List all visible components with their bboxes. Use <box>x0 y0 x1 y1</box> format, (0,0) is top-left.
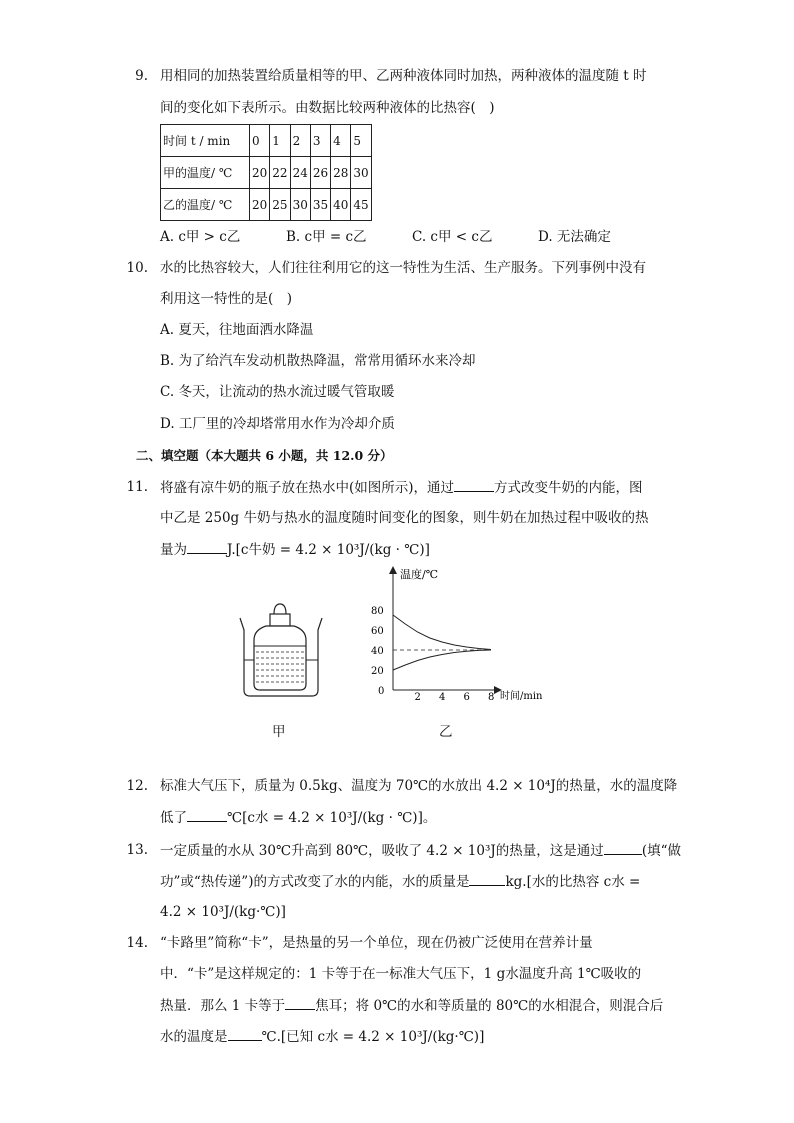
question-12-text-part: ℃[c水 = 4.2 × 10³J/(kg · ℃)]。 <box>227 810 437 826</box>
table-cell: 22 <box>270 157 290 189</box>
question-9-option-d[interactable]: D. 无法确定 <box>538 229 611 245</box>
question-11-number: 11. <box>126 479 148 495</box>
question-11-text-part: 方式改变牛奶的内能，图 <box>494 480 643 496</box>
milk-curve <box>393 650 491 670</box>
question-14-number: 14. <box>126 935 148 951</box>
question-14-text-line4 <box>160 1026 484 1047</box>
table-cell: 2 <box>290 125 310 157</box>
answer-blank[interactable] <box>228 1026 262 1041</box>
question-9-option-b[interactable]: B. c甲 = c乙 <box>286 229 367 245</box>
question-14-text-part: 水的温度是 <box>160 1029 228 1045</box>
answer-blank[interactable] <box>604 840 642 855</box>
answer-blank[interactable] <box>454 477 494 492</box>
x-tick-label: 4 <box>439 692 446 703</box>
question-10-option-d[interactable]: D. 工厂里的冷却塔常用水作为冷却介质 <box>160 416 395 432</box>
question-9-text-line2: 间的变化如下表所示。由数据比较两种液体的比热容( ) <box>160 100 495 116</box>
figure-label-left: 甲 <box>272 724 286 740</box>
table-cell: 乙的温度/ ℃ <box>161 189 250 221</box>
x-tick-label: 6 <box>463 692 470 703</box>
temperature-time-chart <box>360 562 560 707</box>
question-13-text-part: kg.[水的比热容 c水 = <box>505 874 641 890</box>
question-14-text-line3 <box>160 995 663 1016</box>
question-14-text-line2: 中．“卡”是这样规定的：1 卡等于在一标准大气压下，1 g水温度升高 1℃吸收的 <box>160 966 642 982</box>
table-cell: 30 <box>290 189 310 221</box>
question-11-text-part: 量为 <box>160 542 187 558</box>
question-10-text-line2: 利用这一特性的是( ) <box>160 291 293 307</box>
question-13-text-line1 <box>160 840 681 861</box>
table-row <box>161 157 372 189</box>
question-12-text-part: 低了 <box>160 810 187 826</box>
table-cell: 甲的温度/ ℃ <box>161 157 250 189</box>
table-header-row <box>161 125 372 157</box>
y-axis-label: 温度/℃ <box>400 568 439 581</box>
question-13-text-line2 <box>160 871 640 892</box>
table-cell: 3 <box>310 125 330 157</box>
question-10-number: 10. <box>126 260 148 276</box>
table-cell: 时间 t / min <box>161 125 250 157</box>
question-14-text-part: 热量．那么 1 卡等于 <box>160 998 286 1014</box>
table-cell: 45 <box>351 189 371 221</box>
question-10-option-c[interactable]: C. 冬天，让流动的热水流过暖气管取暖 <box>160 384 395 400</box>
table-cell: 0 <box>250 125 270 157</box>
table-cell: 24 <box>290 157 310 189</box>
section-2-title: 二、填空题（本大题共 6 小题，共 12.0 分） <box>136 448 393 463</box>
table-cell: 40 <box>331 189 351 221</box>
answer-blank[interactable] <box>187 539 227 554</box>
question-13-number: 13. <box>126 842 148 858</box>
question-11-text-part: 将盛有凉牛奶的瓶子放在热水中(如图所示)，通过 <box>160 480 455 496</box>
y-tick-label: 20 <box>371 666 384 677</box>
question-13-text-part: 一定质量的水从 30℃升高到 80℃，吸收了 4.2 × 10³J的热量，这是通过 <box>160 843 604 859</box>
bottle-cap <box>270 614 290 626</box>
question-13-text-line3: 4.2 × 10³J/(kg·℃)] <box>160 904 286 920</box>
question-9-text-line1: 用相同的加热装置给质量相等的甲、乙两种液体同时加热，两种液体的温度随 t 时 <box>160 68 647 84</box>
y-tick-label: 80 <box>371 606 384 617</box>
answer-blank[interactable] <box>285 995 315 1010</box>
y-tick-label: 40 <box>371 646 384 657</box>
question-11-text-line2: 中乙是 250g 牛奶与热水的温度随时间变化的图象，则牛奶在加热过程中吸收的热 <box>160 510 649 526</box>
table-cell: 35 <box>310 189 330 221</box>
table-cell: 5 <box>351 125 371 157</box>
table-cell: 20 <box>250 157 270 189</box>
question-9-number: 9. <box>135 68 148 84</box>
question-11-text-part: J.[c牛奶 = 4.2 × 10³J/(kg · ℃)] <box>227 542 430 558</box>
answer-blank[interactable] <box>469 871 505 886</box>
hot-water-curve <box>393 615 491 650</box>
table-row <box>161 189 372 221</box>
y-tick-label: 60 <box>371 626 384 637</box>
question-10-text-line1: 水的比热容较大，人们往往利用它的这一特性为生活、生产服务。下列事例中没有 <box>160 260 646 276</box>
table-cell: 28 <box>331 157 351 189</box>
question-9-option-c[interactable]: C. c甲 < c乙 <box>412 229 493 245</box>
question-14-text-part: ℃.[已知 c水 = 4.2 × 10³J/(kg·℃)] <box>261 1029 485 1045</box>
origin-label: 0 <box>378 686 385 697</box>
x-tick-label: 2 <box>414 692 421 703</box>
question-13-text-part: 功”或“热传递”)的方式改变了水的内能，水的质量是 <box>160 874 470 890</box>
table-cell: 4 <box>331 125 351 157</box>
question-12-text-line2 <box>160 807 436 828</box>
question-14-text-line1: “卡路里”简称“卡”，是热量的另一个单位，现在仍被广泛使用在营养计量 <box>160 935 593 951</box>
answer-blank[interactable] <box>187 807 227 822</box>
question-11-text-line3 <box>160 539 430 560</box>
question-9-option-a[interactable]: A. c甲 > c乙 <box>160 229 241 245</box>
question-10-option-b[interactable]: B. 为了给汽车发动机散热降温，常常用循环水来冷却 <box>160 353 476 369</box>
figure-bottle-in-beaker <box>232 600 328 700</box>
table-cell: 25 <box>270 189 290 221</box>
question-13-text-part: (填“做 <box>641 843 681 859</box>
question-12-number: 12. <box>126 778 148 794</box>
figure-label-right: 乙 <box>439 724 453 740</box>
table-cell: 1 <box>270 125 290 157</box>
question-10-option-a[interactable]: A. 夏天，往地面洒水降温 <box>160 322 314 338</box>
x-tick-label: 8 <box>488 692 495 703</box>
question-12-text-line1: 标准大气压下，质量为 0.5kg、温度为 70℃的水放出 4.2 × 10⁴J的热量，水的温度降 <box>160 778 678 794</box>
question-11-text-line1 <box>160 477 643 498</box>
question-14-text-part: 焦耳；将 0℃的水和等质量的 80℃的水相混合，则混合后 <box>315 998 664 1014</box>
table-cell: 30 <box>351 157 371 189</box>
bottle-nipple <box>274 604 286 614</box>
table-cell: 26 <box>310 157 330 189</box>
x-axis-label: 时间/min <box>500 691 543 702</box>
table-cell: 20 <box>250 189 270 221</box>
question-9-data-table <box>160 124 372 221</box>
